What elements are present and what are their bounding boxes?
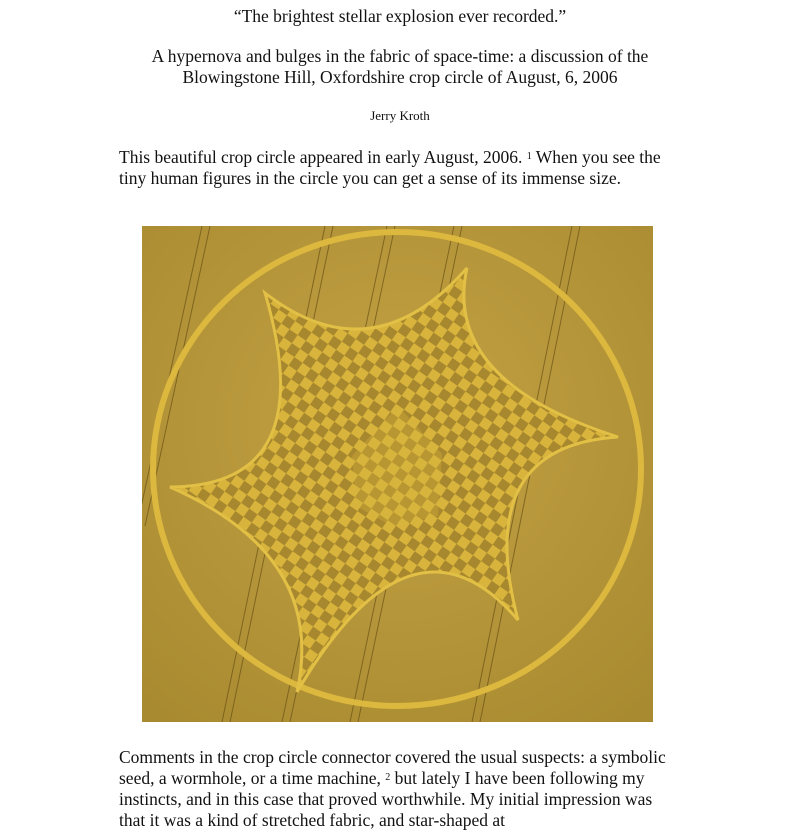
- title-line-1: A hypernova and bulges in the fabric of space-time: a discussion of the: [151, 46, 649, 66]
- paragraph-text: Comments in the crop circle connector covered the usual suspects: a symbolic seed, a wormhole, or a time machine,: [119, 747, 666, 788]
- crop-circle-photo: [142, 226, 653, 722]
- title-line-2: Blowingstone Hill, Oxfordshire crop circle of August, 6, 2006: [182, 67, 618, 87]
- author-name: Jerry Kroth: [370, 108, 430, 123]
- paragraph-text: but lately I have been following my instincts, and in this case that proved worthwhile. My initial impression was that it was a kind of stretched fabric, and star-shaped at: [119, 768, 653, 830]
- paragraph-text: When you see the tiny human figures in the circle you can get a sense of its immense size.: [119, 147, 661, 188]
- page-title: [0, 46, 800, 88]
- paragraph-discussion: [119, 747, 679, 831]
- footnote-ref-2[interactable]: 2: [385, 772, 391, 783]
- paragraph-text: This beautiful crop circle appeared in early August, 2006.: [119, 147, 523, 167]
- footnote-ref-1[interactable]: 1: [526, 151, 532, 162]
- epigraph: “The brightest stellar explosion ever recorded.”: [233, 6, 567, 26]
- paragraph-intro: [119, 147, 679, 189]
